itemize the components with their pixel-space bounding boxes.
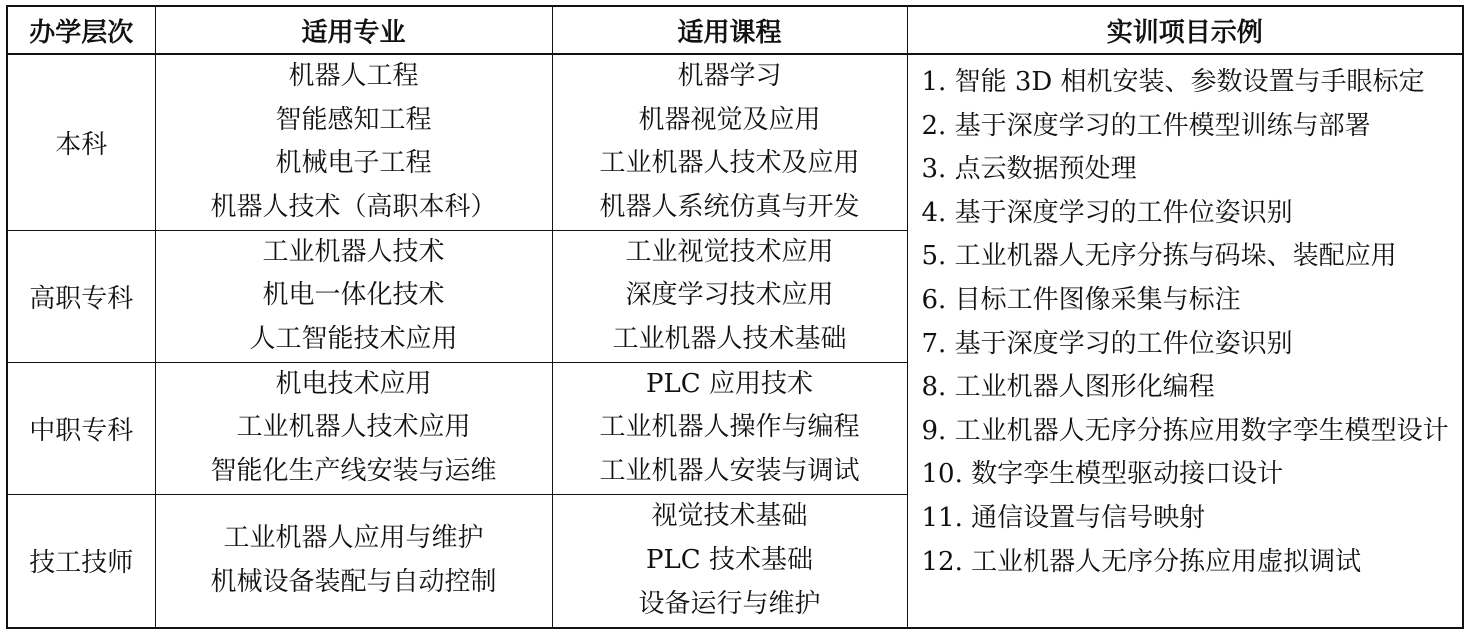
major-item: 机械设备装配与自动控制 [210,566,497,597]
course-item: 机器人系统仿真与开发 [599,191,860,222]
course-item: 视觉技术基础 [651,501,808,532]
course-item: 工业机器人技术基础 [612,323,847,354]
course-item: 深度学习技术应用 [625,280,834,311]
project-item: 9. 工业机器人无序分拣应用数字孪生模型设计 [921,415,1449,446]
major-item: 机器人工程 [288,61,419,92]
project-item: 6. 目标工件图像采集与标注 [921,284,1241,315]
major-item: 工业机器人技术 [262,236,445,267]
course-item: PLC 技术基础 [646,544,813,575]
header-courses: 适用课程 [552,6,907,54]
course-item: 工业机器人安装与调试 [599,455,860,486]
header-row [7,6,1463,54]
major-item: 智能感知工程 [275,104,432,135]
major-item: 工业机器人技术应用 [236,412,471,443]
majors-cell [155,494,552,628]
major-item: 工业机器人应用与维护 [223,523,484,554]
courses-cell [552,362,907,494]
course-item: 机器视觉及应用 [638,104,821,135]
project-item: 7. 基于深度学习的工件位姿识别 [921,328,1293,359]
project-item: 2. 基于深度学习的工件模型训练与部署 [921,110,1371,141]
major-item: 人工智能技术应用 [249,323,458,354]
level-cell: 技工技师 [7,494,155,628]
level-cell: 本科 [7,54,155,230]
major-item: 机电技术应用 [275,368,432,399]
project-item: 8. 工业机器人图形化编程 [921,372,1215,403]
project-item: 10. 数字孪生模型驱动接口设计 [921,459,1284,490]
training-table [6,5,1464,629]
major-item: 智能化生产线安装与运维 [210,455,497,486]
major-item: 机械电子工程 [275,148,432,179]
majors-cell [155,362,552,494]
project-item: 3. 点云数据预处理 [921,154,1137,185]
level-cell: 高职专科 [7,230,155,362]
courses-cell [552,494,907,628]
project-item: 1. 智能 3D 相机安装、参数设置与手眼标定 [921,67,1425,97]
course-item: 机器学习 [677,61,782,92]
header-level: 办学层次 [7,6,155,54]
table-row [7,54,1463,230]
project-item: 12. 工业机器人无序分拣应用虚拟调试 [921,546,1362,577]
major-item: 机电一体化技术 [262,280,445,311]
projects-cell [907,54,1463,628]
project-item: 5. 工业机器人无序分拣与码垛、装配应用 [921,241,1397,272]
course-item: PLC 应用技术 [646,368,813,399]
header-projects: 实训项目示例 [907,6,1463,54]
project-item: 11. 通信设置与信号映射 [921,502,1206,533]
header-majors: 适用专业 [155,6,552,54]
course-item: 工业机器人技术及应用 [599,148,860,179]
course-item: 工业机器人操作与编程 [599,412,860,443]
level-cell: 中职专科 [7,362,155,494]
course-item: 工业视觉技术应用 [625,236,834,267]
project-item: 4. 基于深度学习的工件位姿识别 [921,197,1293,228]
courses-cell [552,230,907,362]
major-item: 机器人技术（高职本科） [210,191,497,222]
course-item: 设备运行与维护 [638,588,821,619]
majors-cell [155,230,552,362]
majors-cell [155,54,552,230]
courses-cell [552,54,907,230]
